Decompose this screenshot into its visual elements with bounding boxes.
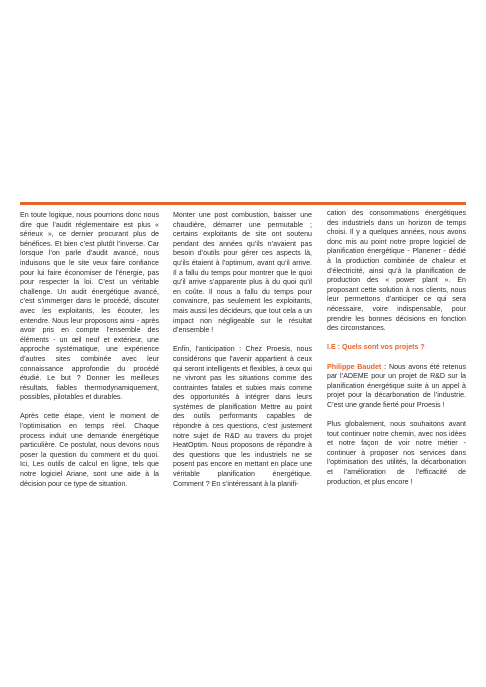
speaker-name: Philippe Baudet : [327,362,387,371]
paragraph: Après cette étape, vient le moment de l’optimisation en temps réel. Chaque process induit une demande énergétique particulière. Ce postulat, nous devons nous poser la question du comment et du quoi. Ici, Les outils de calcul en ligne, tels que notre logiciel Ariane, sont une aide à la décision pour ce type de situation. [20,412,159,488]
answer-text: Nous avons été retenus par l’ADEME pour un projet de R&D sur la planification énergétique suite à un appel à projet pour la décarbonation de l’industrie. C’est une grande fierté pour Proesis ! [327,362,466,409]
answer-paragraph [327,363,466,411]
paragraph: Plus globalement, nous souhaitons avant tout continuer notre chemin, avec nos idées et notre façon de voir notre métier - continuer à proposer nos services dans l’optimisation des utilités, la décarbonation et l’amélioration de l’efficacité de production, et plus encore ! [327,420,466,486]
paragraph: Monter une post combustion, baisser une chaudière, démarrer une permutable ; certains exploitants de site ont soutenu pendant des années qu’ils n’avaient pas besoin d’outils pour gérer ces aspects là, qu’ils étaient à l’optimum, avant qu’il arrive. Il a fallu du temps pour montrer que le quoi qu’il arrive s’apparente plus à du quoi qu’il en coûte. Il nous a fallu du temps pour convaincre, pas seulement les exploitants, mais aussi les décideurs, que tout cela a un impact non négligeable sur le résultat d’ensemble ! [173,211,312,335]
question-heading: I.E : Quels sont vos projets ? [327,343,425,352]
paragraph: cation des consommations énergétiques des industriels dans un horizon de temps choisi. Il y a quelques années, nous avons donc mis au point notre propre logiciel de planification énergétique - Planener - dédié à la production combinée de chaleur et d’électricité, ainsi qu’à la planification de production des « power plant ». En proposant cette solution à nos clients, nous leur permettons d’anticiper ce qui sera nécessaire, voire indispensable, pour prendre les bonnes décisions en fonction des circonstances. [327,209,466,333]
article-column-1 [20,211,159,499]
paragraph: En toute logique, nous pourrions donc nous dire que l’audit réglementaire est plus « sérieux », ce dernier procurant plus de bénéfices. Et bien c’est plutôt l’inverse. Car lorsque l’on parle d’audit avancé, nous induisons que le site veux faire confiance pour lui faire économiser de l’énergie, pas pour respecter la loi. C’est un véritable challenge. Un audit énergétique avancé, c’est s’immerger dans le procédé, discuter avec les exploitants, les écouter, les entendre. Nous leur proposons ainsi - après avoir pris en compte l’ensemble des éléments - un œil neuf et extérieur, une approche systématique, une expérience d’autres sites combinée avec leur connaissance approfondie du procédé étudié. Le but ? Donner les meilleurs résultats, fiables thermodynamiquement, possibles, pilotables et durables. [20,211,159,402]
article-column-3 [327,209,466,497]
article-column-2 [173,211,312,499]
paragraph: Enfin, l’anticipation : Chez Proesis, nous considérons que l’avenir appartient à ceux qui seront intelligents et flexibles, à ceux qui ne vivront pas les situations comme des contraintes fatales et subies mais comme des opportunités à intégrer dans leurs systèmes de planification Mettre au point des outils performants capables de répondre à ces questions, c’est justement notre sujet de R&D au travers du projet HeatOptim. Nous proposons de répondre à des questions que les industriels ne se posent pas encore en mettant en place une véritable planification énergétique. Comment ? En s’intéressant à la planifi- [173,345,312,488]
section-divider [20,202,466,205]
